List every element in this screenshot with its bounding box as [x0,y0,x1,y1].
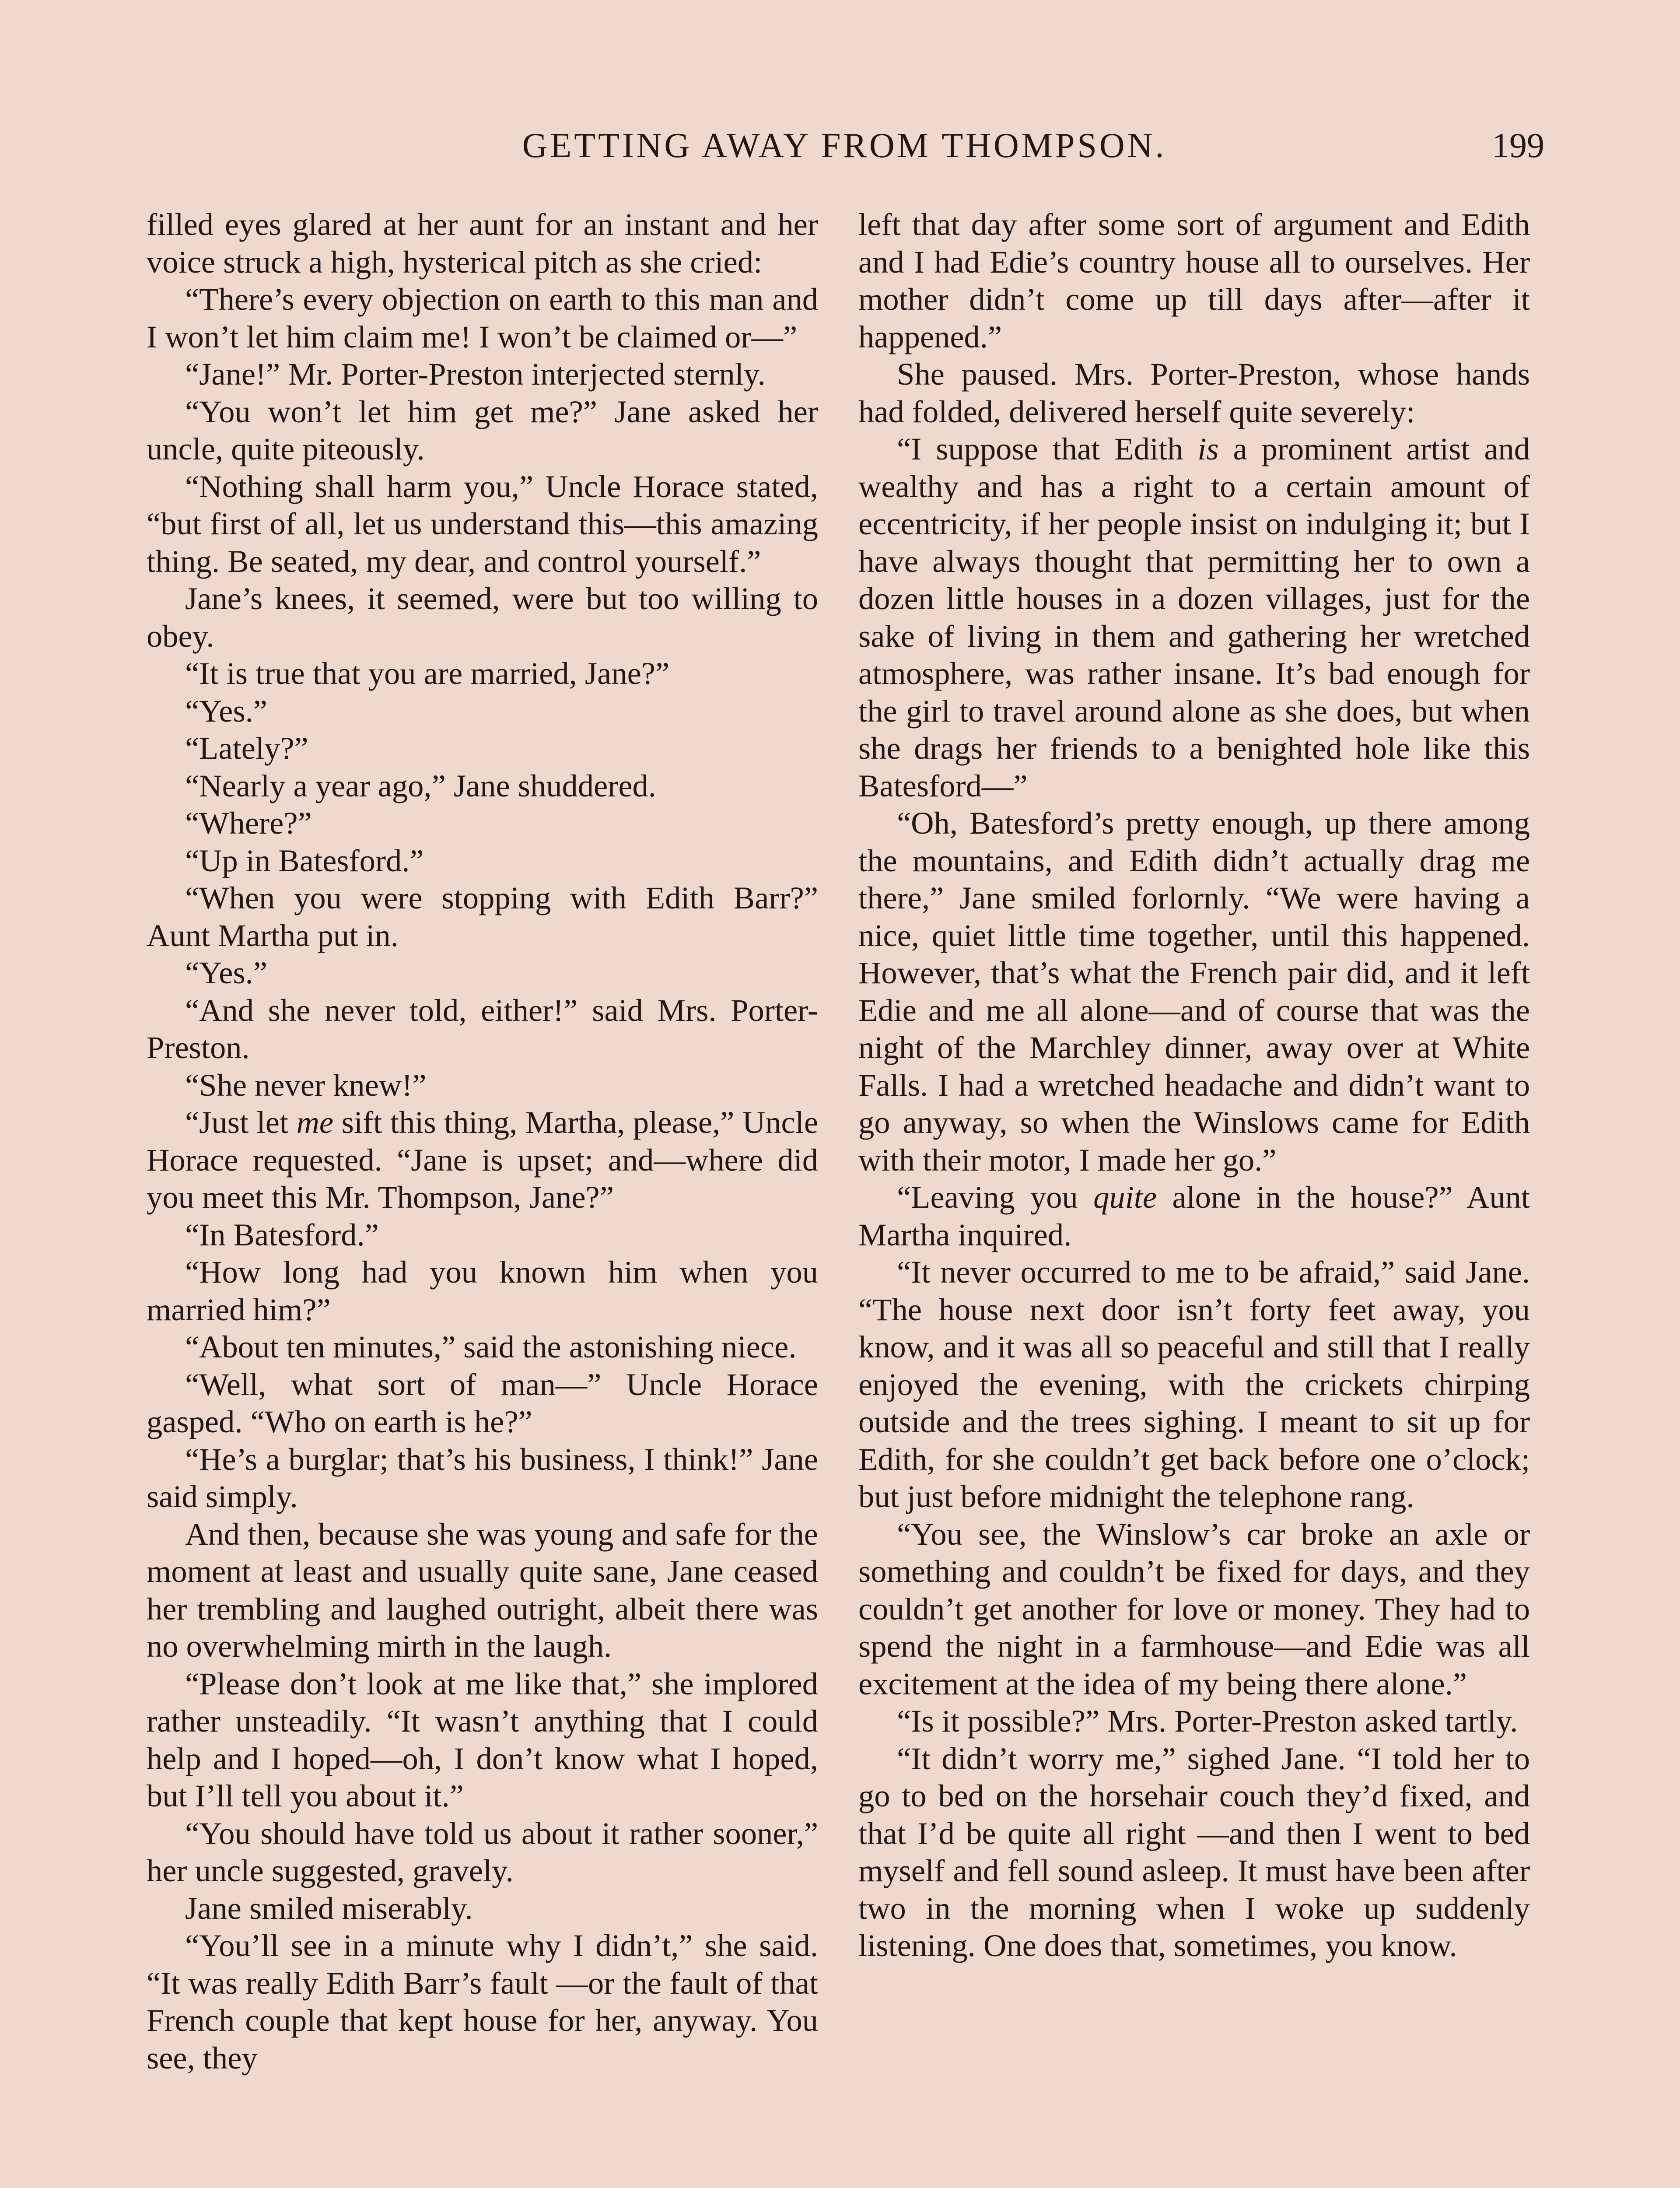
paragraph: She paused. Mrs. Porter-Preston, whose hands had folded, delivered herself quite severely: [858,356,1530,429]
paragraph: “Nothing shall harm you,” Uncle Horace stated, “but first of all, let us understand this—this amazing thing. Be seated, my dear, and control yourself.” [147,468,818,579]
paragraph: “When you were stopping with Edith Barr?” Aunt Martha put in. [147,880,818,953]
paragraph [858,430,1530,804]
paragraph: “You see, the Winslow’s car broke an axle or something and couldn’t be fixed for days, and they couldn’t get another for love or money. They had to spend the night in a farmhouse—and Edie was all excitement at the idea of my being there alone.” [858,1516,1530,1701]
paragraph: “Is it possible?” Mrs. Porter-Preston asked tartly. [897,1703,1518,1739]
paragraph: “Yes.” [185,955,267,990]
paragraph [147,1104,818,1216]
paragraph: “Well, what sort of man—” Uncle Horace gasped. “Who on earth is he?” [147,1366,818,1439]
paragraph-text: a prominent artist and wealthy and has a right to a certain amount of eccentricity, if her people insist on indulging it; but I have always thought that permitting her to own a dozen little houses in a dozen villages, just for the sake of living in them and gathering her wretched atmosphere, was rather insane. It’s bad enough for the girl to travel around alone as she does, but when she drags her friends to a benighted hole like this Batesford—” [858,431,1530,803]
paragraph: filled eyes glared at her aunt for an instant and her voice struck a high, hysterical pitch as she cried: [147,207,818,280]
paragraph: Jane’s knees, it seemed, were but too willing to obey. [147,581,818,654]
right-text-column [858,206,1530,1964]
italic-emphasis: me [296,1105,334,1140]
paragraph: “Nearly a year ago,” Jane shuddered. [185,768,656,803]
page-number: 199 [1492,126,1544,165]
paragraph: “Lately?” [185,730,308,766]
left-text-column [147,206,818,2076]
italic-emphasis: quite [1093,1179,1157,1215]
paragraph: And then, because she was young and safe for the moment at least and usually quite sane, Jane ceased her trembling and laughed outright, albeit there was no overwhelming mirth in the laugh. [147,1516,818,1664]
paragraph: Jane smiled miserably. [185,1890,473,1926]
paragraph: “Where?” [185,805,312,841]
paragraph: “How long had you known him when you married him?” [147,1254,818,1327]
paragraph [858,1178,1530,1253]
paragraph-text: “Leaving you [897,1179,1094,1215]
paragraph: “It didn’t worry me,” sighed Jane. “I told her to go to bed on the horsehair couch they’d fixed, and that I’d be quite all right —and then I went to bed myself and fell sound asleep. It must have been after two in the morning when I woke up suddenly listening. One does that, sometimes, you know. [858,1740,1530,1963]
paragraph: “Jane!” Mr. Porter-Preston interjected sternly. [185,356,766,392]
paragraph: “In Batesford.” [185,1217,379,1252]
paragraph: “You’ll see in a minute why I didn’t,” she said. “It was really Edith Barr’s fault —or the fault of that French couple that kept house for her, anyway. You see, they [147,1928,818,2076]
paragraph: “You should have told us about it rather sooner,” her uncle suggested, gravely. [147,1815,818,1888]
paragraph: “And she never told, either!” said Mrs. Porter-Preston. [147,992,818,1065]
paragraph: “Up in Batesford.” [185,842,424,878]
paragraph-text: alone in the house?” Aunt Martha inquired. [858,1179,1530,1252]
paragraph: “He’s a burglar; that’s his business, I think!” Jane said simply. [147,1441,818,1514]
paragraph: “It never occurred to me to be afraid,” said Jane. “The house next door isn’t forty feet away, you know, and it was all so peaceful and still that I really enjoyed the evening, with the crickets chirping outside and the trees sighing. I meant to sit up for Edith, for she couldn’t get back before one o’clock; but just before midnight the telephone rang. [858,1254,1530,1514]
paragraph: left that day after some sort of argument and Edith and I had Edie’s country house all to ourselves. Her mother didn’t come up till days after—after it happened.” [858,207,1530,354]
paragraph-text: “Just let [185,1105,297,1140]
paragraph: “Please don’t look at me like that,” she implored rather unsteadily. “It wasn’t anything that I could help and I hoped—oh, I don’t know what I hoped, but I’ll tell you about it.” [147,1666,818,1813]
running-head: GETTING AWAY FROM THOMPSON. [522,126,1167,165]
paragraph-text: sift this thing, Martha, please,” Uncle Horace requested. “Jane is upset; and—where did you meet this Mr. Thompson, Jane?” [147,1105,818,1215]
paragraph: “You won’t let him get me?” Jane asked her uncle, quite piteously. [147,393,818,466]
paragraph: “There’s every objection on earth to this man and I won’t let him claim me! I won’t be claimed or—” [147,281,818,354]
paragraph: “It is true that you are married, Jane?” [185,656,670,691]
paragraph: “Yes.” [185,693,267,729]
paragraph-text: “I suppose that Edith [897,431,1198,466]
italic-emphasis: is [1197,431,1219,466]
paragraph: “She never knew!” [185,1067,427,1103]
paragraph: “Oh, Batesford’s pretty enough, up there among the mountains, and Edith didn’t actually drag me there,” Jane smiled forlornly. “We were having a nice, quiet little time together, until this happened. However, that’s what the French pair did, and it left Edie and me all alone—and of course that was the night of the Marchley dinner, away over at White Falls. I had a wretched headache and didn’t want to go anyway, so when the Winslows came for Edith with their motor, I made her go.” [858,805,1530,1178]
paragraph: “About ten minutes,” said the astonishing niece. [185,1329,797,1364]
